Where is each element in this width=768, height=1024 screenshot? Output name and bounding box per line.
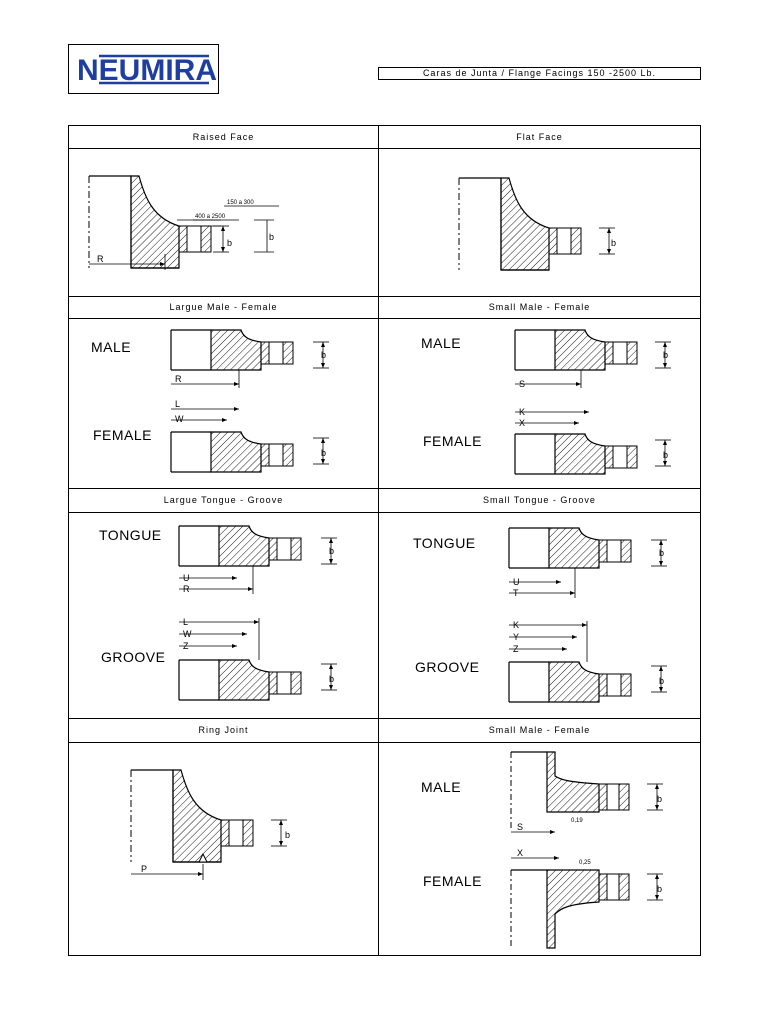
female-label: FEMALE — [423, 433, 483, 449]
small-tongue-groove-drawing — [411, 526, 691, 716]
dim-150-300: 150 a 300 — [227, 200, 254, 206]
dim-b-label: b — [227, 238, 233, 248]
small-male-female-drawing — [419, 326, 699, 476]
column-divider — [378, 126, 379, 955]
tongue-label: TONGUE — [413, 535, 476, 551]
row-divider — [69, 742, 700, 743]
small-male-female-2-drawing — [419, 752, 699, 952]
dim-r-label: R — [175, 374, 182, 384]
tongue-label: TONGUE — [99, 527, 162, 543]
groove-label: GROOVE — [101, 649, 166, 665]
dim-l-label: L — [175, 399, 181, 409]
dim-b-label: b — [663, 350, 669, 360]
dim-019-label: 0,19 — [571, 818, 583, 824]
dim-b2-label: b — [329, 674, 335, 684]
row-divider — [69, 318, 700, 319]
dim-b2-label: b — [659, 676, 665, 686]
dim-k-label: K — [519, 407, 526, 417]
dim-u-label: U — [513, 577, 520, 587]
company-logo — [68, 44, 219, 94]
dim-k-label: K — [513, 620, 520, 630]
dim-x-label: X — [517, 848, 524, 858]
dim-t-label: T — [513, 588, 519, 598]
male-label: MALE — [421, 335, 462, 351]
header-ring-joint: Ring Joint — [198, 725, 249, 735]
row-divider — [69, 512, 700, 513]
male-label: MALE — [91, 339, 132, 355]
large-tongue-groove-drawing — [97, 522, 367, 712]
dim-u-label: U — [183, 573, 190, 583]
raised-face-drawing — [89, 174, 359, 284]
dim-400-2500: 400 a 2500 — [195, 214, 226, 220]
dim-r-label: R — [183, 584, 190, 594]
dim-z-label: Z — [513, 644, 519, 654]
dim-b-label: b — [321, 350, 327, 360]
header-large-male-female: Largue Male - Female — [169, 302, 278, 312]
flat-face-drawing — [459, 176, 659, 276]
female-label: FEMALE — [423, 873, 483, 889]
dim-x-label: X — [519, 418, 526, 428]
row-divider — [69, 148, 700, 149]
header-small-male-female-2: Small Male - Female — [488, 725, 591, 735]
dim-b-label: b — [611, 238, 617, 248]
dim-s-label: S — [517, 822, 524, 832]
ring-joint-drawing — [131, 766, 371, 886]
facings-table — [68, 125, 701, 956]
header-flat-face: Flat Face — [516, 132, 563, 142]
header-small-tongue-groove: Small Tongue - Groove — [483, 495, 596, 505]
header-large-tongue-groove: Largue Tongue - Groove — [163, 495, 284, 505]
dim-r-label: R — [97, 254, 104, 264]
logo-text: NEUMIRA — [77, 54, 217, 87]
dim-b2-label: b — [657, 884, 663, 894]
dim-b2-label: b — [269, 232, 275, 242]
dim-w-label: W — [175, 414, 184, 424]
dim-b2-label: b — [321, 448, 327, 458]
dim-b-label: b — [285, 830, 291, 840]
groove-label: GROOVE — [415, 659, 480, 675]
dim-p-label: P — [141, 864, 148, 874]
dim-y-label: Y — [513, 632, 520, 642]
large-male-female-drawing — [89, 326, 369, 476]
male-label: MALE — [421, 779, 462, 795]
female-label: FEMALE — [93, 427, 153, 443]
dim-w-label: W — [183, 629, 192, 639]
dim-b-label: b — [659, 548, 665, 558]
dim-b-label: b — [657, 794, 663, 804]
header-small-male-female: Small Male - Female — [488, 302, 591, 312]
dim-z-label: Z — [183, 641, 189, 651]
dim-b2-label: b — [663, 450, 669, 460]
dim-025-label: 0,25 — [579, 860, 591, 866]
header-raised-face: Raised Face — [192, 132, 255, 142]
dim-b-label: b — [329, 546, 335, 556]
dim-l-label: L — [183, 617, 189, 627]
document-title: Caras de Junta / Flange Facings 150 -2500 Lb. — [378, 67, 701, 80]
dim-s-label: S — [519, 379, 526, 389]
